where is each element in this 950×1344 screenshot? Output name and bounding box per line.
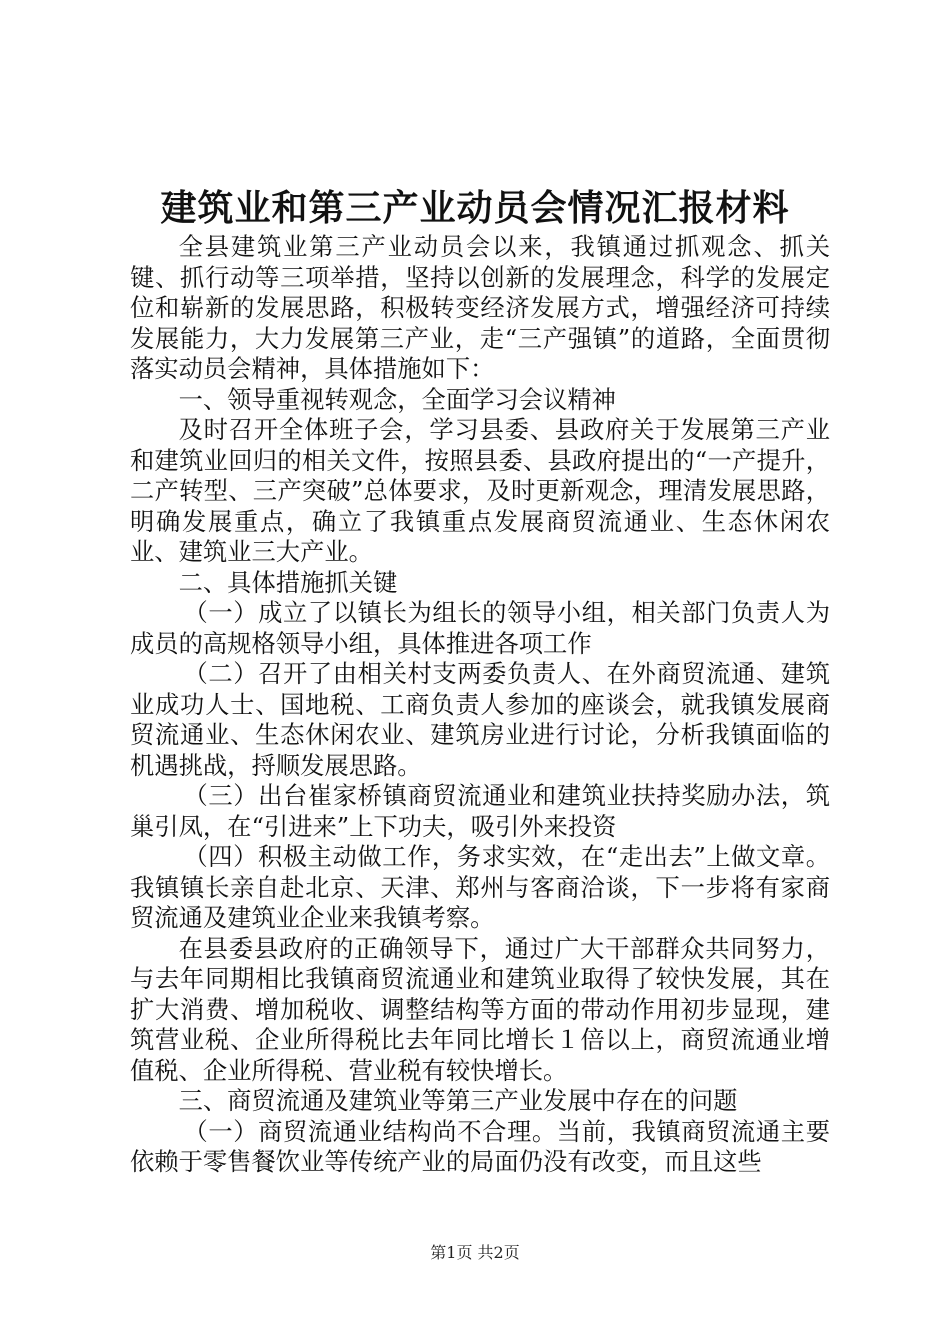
section-1-paragraph: 及时召开全体班子会，学习县委、县政府关于发展第三产业和建筑业回归的相关文件，按照县委、县政府提出的“一产提升，二产转型、三产突破”总体要求，及时更新观念，理清发展思路，明确发展重点，确立了我镇重点发展商贸流通业、生态休闲农业、建筑业三大产业。 [130,415,830,566]
measure-item-1: （一）成立了以镇长为组长的领导小组，相关部门负责人为成员的高规格领导小组，具体推进各项工作 [130,598,830,658]
measure-item-4: （四）积极主动做工作，务求实效，在“走出去”上做文章。我镇镇长亲自赴北京、天津、郑州与客商洽谈，下一步将有家商贸流通及建筑业企业来我镇考察。 [130,842,830,932]
document-body [130,232,830,1178]
document-title: 建筑业和第三产业动员会情况汇报材料 [160,187,790,229]
problem-item-1: （一）商贸流通业结构尚不合理。当前，我镇商贸流通主要依赖于零售餐饮业等传统产业的局面仍没有改变，而且这些 [130,1116,830,1176]
intro-paragraph: 全县建筑业第三产业动员会以来，我镇通过抓观念、抓关键、抓行动等三项举措，坚持以创新的发展理念，科学的发展定位和崭新的发展思路，积极转变经济发展方式，增强经济可持续发展能力，大力发展第三产业，走“三产强镇”的道路，全面贯彻落实动员会精神，具体措施如下： [130,232,830,383]
section-heading-1: 一、领导重视转观念，全面学习会议精神 [178,384,616,414]
section-heading-3: 三、商贸流通及建筑业等第三产业发展中存在的问题 [178,1086,738,1115]
section-heading-2: 二、具体措施抓关键 [178,567,398,597]
results-paragraph: 在县委县政府的正确领导下，通过广大干部群众共同努力，与去年同期相比我镇商贸流通业和建筑业取得了较快发展，其在扩大消费、增加税收、调整结构等方面的带动作用初步显现，建筑营业税、企业所得税比去年同比增长１倍以上，商贸流通业增值税、企业所得税、营业税有较快增长。 [130,933,830,1085]
page-footer: 第1页 共2页 [430,1243,520,1262]
measure-item-2: （二）召开了由相关村支两委负责人、在外商贸流通、建筑业成功人士、国地税、工商负责人参加的座谈会，就我镇发展商贸流通业、生态休闲农业、建筑房业进行讨论，分析我镇面临的机遇挑战，捋顺发展思路。 [130,659,830,780]
measure-item-3: （三）出台崔家桥镇商贸流通业和建筑业扶持奖励办法，筑巢引凤，在“引进来”上下功夫，吸引外来投资 [130,781,830,841]
